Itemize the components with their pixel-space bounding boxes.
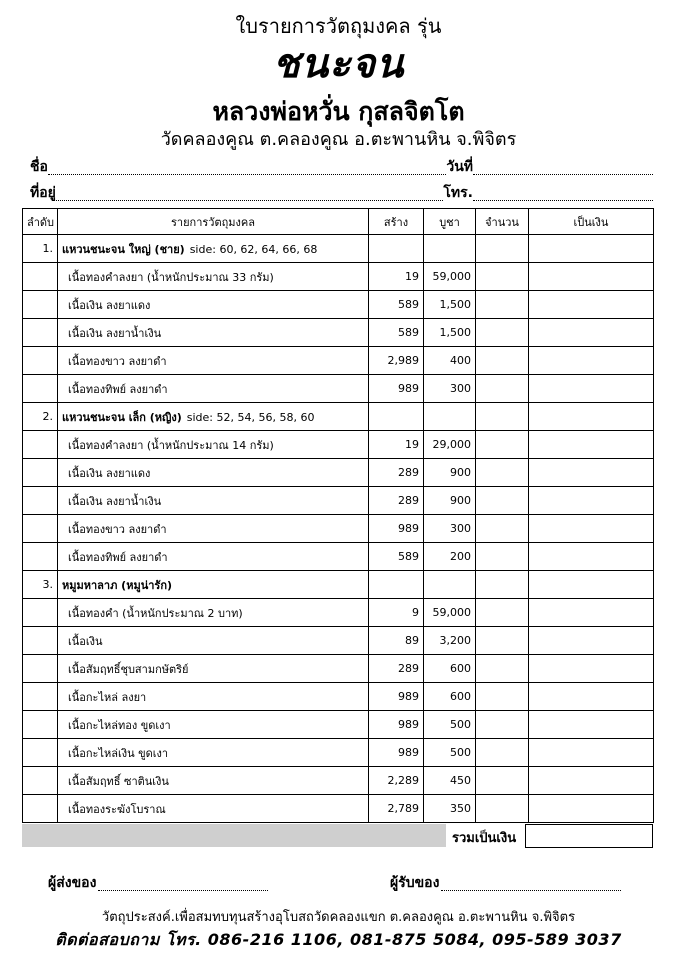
item-price: 1,500 <box>424 319 476 347</box>
group-row <box>23 403 654 431</box>
item-price: 300 <box>424 375 476 403</box>
group-index: 1. <box>23 235 58 263</box>
amount-input[interactable] <box>529 543 654 571</box>
qty-input[interactable] <box>476 655 529 683</box>
item-made: 589 <box>369 291 424 319</box>
item-row <box>23 459 654 487</box>
phone-field[interactable] <box>473 196 653 201</box>
index-cell <box>23 543 58 571</box>
item-made: 989 <box>369 711 424 739</box>
table-body <box>23 235 654 823</box>
price-cell <box>424 571 476 599</box>
item-row <box>23 683 654 711</box>
group-title-cell <box>58 235 369 263</box>
qty-input[interactable] <box>476 459 529 487</box>
qty-input[interactable] <box>476 571 529 599</box>
address-field[interactable] <box>56 196 444 201</box>
index-cell <box>23 711 58 739</box>
qty-input[interactable] <box>476 683 529 711</box>
item-price: 450 <box>424 767 476 795</box>
item-name: เนื้อทองทิพย์ ลงยาดำ <box>58 543 369 571</box>
name-label: ชื่อ <box>30 159 48 175</box>
amount-input[interactable] <box>529 683 654 711</box>
amount-input[interactable] <box>529 739 654 767</box>
amount-input[interactable] <box>529 795 654 823</box>
group-index: 2. <box>23 403 58 431</box>
item-made: 2,289 <box>369 767 424 795</box>
item-name: เนื้อทองคำลงยา (น้ำหนักประมาณ 33 กรัม) <box>58 263 369 291</box>
index-cell <box>23 683 58 711</box>
index-cell <box>23 459 58 487</box>
item-name: เนื้อทองทิพย์ ลงยาดำ <box>58 375 369 403</box>
item-row <box>23 739 654 767</box>
qty-input[interactable] <box>476 599 529 627</box>
index-cell <box>23 515 58 543</box>
index-cell <box>23 319 58 347</box>
sender-line <box>48 876 268 894</box>
qty-input[interactable] <box>476 431 529 459</box>
amount-input[interactable] <box>529 347 654 375</box>
item-name: เนื้อทองขาว ลงยาดำ <box>58 515 369 543</box>
item-made: 289 <box>369 487 424 515</box>
item-row <box>23 291 654 319</box>
sender-field[interactable] <box>98 886 268 891</box>
total-label: รวมเป็นเงิน <box>452 831 517 846</box>
item-made: 9 <box>369 599 424 627</box>
index-cell <box>23 627 58 655</box>
amount-input[interactable] <box>529 431 654 459</box>
amount-input[interactable] <box>529 627 654 655</box>
col-index-header: ลำดับ <box>23 209 58 235</box>
index-cell <box>23 599 58 627</box>
item-name: เนื้อเงิน <box>58 627 369 655</box>
item-row <box>23 655 654 683</box>
item-row <box>23 347 654 375</box>
series-name-logo: ชนะจน <box>272 40 405 87</box>
amount-input[interactable] <box>529 487 654 515</box>
made-cell <box>369 403 424 431</box>
table-header-row <box>23 209 654 235</box>
index-cell <box>23 291 58 319</box>
temple-address: วัดคลองคูณ ต.คลองคูณ อ.ตะพานหิน จ.พิจิตร <box>160 129 517 150</box>
amount-input[interactable] <box>529 655 654 683</box>
item-price: 59,000 <box>424 263 476 291</box>
group-sizes: side: 60, 62, 64, 66, 68 <box>189 242 318 256</box>
group-title-cell <box>58 571 369 599</box>
group-title: หมูมหาลาภ (หมูน่ารัก) <box>62 578 172 592</box>
item-price: 500 <box>424 711 476 739</box>
sender-label: ผู้ส่งของ <box>48 875 97 891</box>
qty-input[interactable] <box>476 235 529 263</box>
item-name: เนื้อเงิน ลงยาน้ำเงิน <box>58 319 369 347</box>
item-made: 19 <box>369 431 424 459</box>
item-name: เนื้อสัมฤทธิ์ชุบสามกษัตริย์ <box>58 655 369 683</box>
item-row <box>23 543 654 571</box>
form-title: ใบรายการวัตถุมงคล รุ่น <box>235 14 442 38</box>
item-price: 29,000 <box>424 431 476 459</box>
group-sizes: side: 52, 54, 56, 58, 60 <box>186 410 315 424</box>
price-cell <box>424 403 476 431</box>
receiver-field[interactable] <box>441 886 621 891</box>
item-price: 3,200 <box>424 627 476 655</box>
item-name: เนื้อกะไหล่ทอง ขูดเงา <box>58 711 369 739</box>
item-row <box>23 599 654 627</box>
item-name: เนื้อสัมฤทธิ์ ซาตินเงิน <box>58 767 369 795</box>
item-made: 589 <box>369 319 424 347</box>
index-cell <box>23 487 58 515</box>
group-title: แหวนชนะจน เล็ก (หญิง) <box>62 410 182 424</box>
col-amount-header: เป็นเงิน <box>529 209 654 235</box>
item-made: 989 <box>369 739 424 767</box>
item-name: เนื้อเงิน ลงยาน้ำเงิน <box>58 487 369 515</box>
purpose-text: วัตถุประสงค์.เพื่อสมทบทุนสร้างอุโบสถวัดคลองแขก ต.คลองคูณ อ.ตะพานหิน จ.พิจิตร <box>101 910 576 925</box>
group-row <box>23 235 654 263</box>
price-cell <box>424 235 476 263</box>
item-price: 59,000 <box>424 599 476 627</box>
amount-input[interactable] <box>529 459 654 487</box>
col-qty-header: จำนวน <box>476 209 529 235</box>
qty-input[interactable] <box>476 739 529 767</box>
item-name: เนื้อเงิน ลงยาแดง <box>58 291 369 319</box>
amount-input[interactable] <box>529 291 654 319</box>
qty-input[interactable] <box>476 403 529 431</box>
item-price: 400 <box>424 347 476 375</box>
item-made: 989 <box>369 515 424 543</box>
item-name: เนื้อเงิน ลงยาแดง <box>58 459 369 487</box>
group-title: แหวนชนะจน ใหญ่ (ชาย) <box>62 242 185 256</box>
amount-input[interactable] <box>529 571 654 599</box>
amount-input[interactable] <box>529 403 654 431</box>
qty-input[interactable] <box>476 795 529 823</box>
item-row <box>23 627 654 655</box>
name-date-line <box>30 160 653 178</box>
index-cell <box>23 431 58 459</box>
amount-input[interactable] <box>529 515 654 543</box>
qty-input[interactable] <box>476 291 529 319</box>
col-item-header: รายการวัตถุมงคล <box>58 209 369 235</box>
total-amount-field[interactable] <box>525 824 653 848</box>
amount-input[interactable] <box>529 711 654 739</box>
col-made-header: สร้าง <box>369 209 424 235</box>
amount-input[interactable] <box>529 319 654 347</box>
item-made: 289 <box>369 655 424 683</box>
qty-input[interactable] <box>476 263 529 291</box>
item-row <box>23 431 654 459</box>
qty-input[interactable] <box>476 711 529 739</box>
phone-label: โทร. <box>443 185 473 201</box>
index-cell <box>23 263 58 291</box>
item-name: เนื้อทองระฆังโบราณ <box>58 795 369 823</box>
group-row <box>23 571 654 599</box>
index-cell <box>23 375 58 403</box>
item-price: 200 <box>424 543 476 571</box>
item-row <box>23 515 654 543</box>
item-row <box>23 319 654 347</box>
amount-input[interactable] <box>529 599 654 627</box>
qty-input[interactable] <box>476 543 529 571</box>
item-made: 89 <box>369 627 424 655</box>
item-row <box>23 711 654 739</box>
item-made: 989 <box>369 683 424 711</box>
item-name: เนื้อทองคำลงยา (น้ำหนักประมาณ 14 กรัม) <box>58 431 369 459</box>
item-made: 989 <box>369 375 424 403</box>
item-price: 600 <box>424 655 476 683</box>
item-made: 19 <box>369 263 424 291</box>
qty-input[interactable] <box>476 487 529 515</box>
index-cell <box>23 655 58 683</box>
index-cell <box>23 767 58 795</box>
item-price: 900 <box>424 459 476 487</box>
item-price: 500 <box>424 739 476 767</box>
date-field[interactable] <box>473 170 653 175</box>
amount-input[interactable] <box>529 767 654 795</box>
contact-text: ติดต่อสอบถาม โทร. 086-216 1106, 081-875 5084, 095-589 3037 <box>55 930 622 949</box>
amount-input[interactable] <box>529 375 654 403</box>
made-cell <box>369 235 424 263</box>
index-cell <box>23 795 58 823</box>
item-price: 900 <box>424 487 476 515</box>
monk-name: หลวงพ่อหวั่น กุสลจิตโต <box>212 97 465 126</box>
item-made: 589 <box>369 543 424 571</box>
item-made: 2,989 <box>369 347 424 375</box>
col-price-header: บูชา <box>424 209 476 235</box>
item-price: 300 <box>424 515 476 543</box>
receiver-line <box>390 876 621 894</box>
item-row <box>23 767 654 795</box>
item-price: 1,500 <box>424 291 476 319</box>
amount-input[interactable] <box>529 263 654 291</box>
index-cell <box>23 739 58 767</box>
date-label: วันที่ <box>446 159 473 175</box>
item-row <box>23 487 654 515</box>
item-price: 600 <box>424 683 476 711</box>
item-name: เนื้อกะไหล่ ลงยา <box>58 683 369 711</box>
qty-input[interactable] <box>476 319 529 347</box>
receiver-label: ผู้รับของ <box>390 875 440 891</box>
qty-input[interactable] <box>476 767 529 795</box>
qty-input[interactable] <box>476 515 529 543</box>
items-table <box>22 208 654 823</box>
name-field[interactable] <box>48 170 446 175</box>
item-name: เนื้อทองคำ (น้ำหนักประมาณ 2 บาท) <box>58 599 369 627</box>
item-row <box>23 263 654 291</box>
made-cell <box>369 571 424 599</box>
item-price: 350 <box>424 795 476 823</box>
qty-input[interactable] <box>476 347 529 375</box>
group-title-cell <box>58 403 369 431</box>
total-bar <box>22 824 446 847</box>
index-cell <box>23 347 58 375</box>
address-label: ที่อยู่ <box>30 185 56 201</box>
qty-input[interactable] <box>476 627 529 655</box>
qty-input[interactable] <box>476 375 529 403</box>
item-row <box>23 375 654 403</box>
item-name: เนื้อทองขาว ลงยาดำ <box>58 347 369 375</box>
item-row <box>23 795 654 823</box>
item-made: 289 <box>369 459 424 487</box>
item-name: เนื้อกะไหล่เงิน ขูดเงา <box>58 739 369 767</box>
address-phone-line <box>30 186 653 204</box>
group-index: 3. <box>23 571 58 599</box>
amount-input[interactable] <box>529 235 654 263</box>
item-made: 2,789 <box>369 795 424 823</box>
